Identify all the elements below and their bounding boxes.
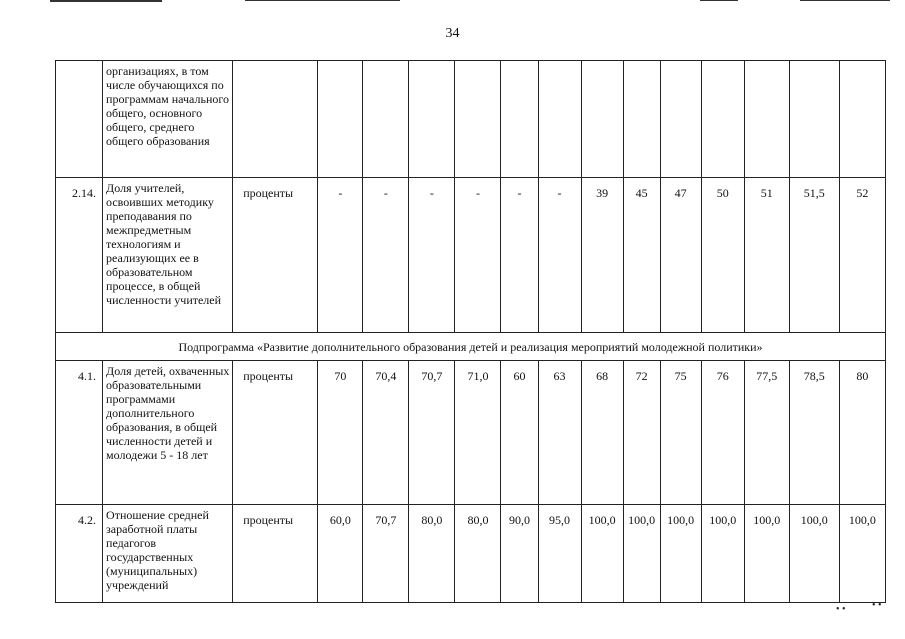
scan-artifact-line	[50, 0, 162, 2]
value-cell	[538, 61, 581, 178]
value-cell: 100,0	[660, 505, 701, 603]
value-cell: 90,0	[501, 505, 538, 603]
section-row	[56, 333, 886, 361]
value-cell	[789, 61, 839, 178]
value-cell: -	[455, 178, 501, 333]
value-cell: -	[501, 178, 538, 333]
scan-artifact-line	[700, 0, 738, 1]
value-cell: 70,4	[363, 361, 409, 505]
value-cell: 100,0	[581, 505, 623, 603]
value-cell	[701, 61, 744, 178]
value-cell	[660, 61, 701, 178]
unit-of-measure: проценты	[233, 505, 318, 603]
indicator-name: Доля учителей, освоивших методику преподавания по межпредметным технологиям и реализующих ее в образовательном процессе, в общей численности учителей	[103, 178, 233, 333]
value-cell: 100,0	[789, 505, 839, 603]
value-cell: 63	[538, 361, 581, 505]
value-cell	[501, 61, 538, 178]
value-cell: 70,7	[409, 361, 455, 505]
value-cell: 77,5	[744, 361, 789, 505]
value-cell: -	[363, 178, 409, 333]
value-cell: -	[538, 178, 581, 333]
value-cell: 50	[701, 178, 744, 333]
table-row	[56, 178, 886, 333]
value-cell: 100,0	[839, 505, 885, 603]
page-number: 34	[445, 26, 460, 41]
indicators-table	[55, 60, 886, 603]
value-cell: -	[318, 178, 363, 333]
value-cell	[363, 61, 409, 178]
value-cell: 60	[501, 361, 538, 505]
scan-artifact-line	[245, 0, 400, 1]
value-cell: 75	[660, 361, 701, 505]
value-cell: 100,0	[623, 505, 660, 603]
table-body	[56, 61, 886, 603]
scan-artifact-dots: • •	[836, 604, 846, 615]
value-cell: 71,0	[455, 361, 501, 505]
value-cell: 39	[581, 178, 623, 333]
value-cell	[839, 61, 885, 178]
scan-artifact-line	[800, 0, 890, 1]
value-cell: -	[409, 178, 455, 333]
value-cell: 68	[581, 361, 623, 505]
value-cell: 80,0	[455, 505, 501, 603]
indicator-number: 2.14.	[56, 178, 103, 333]
table-row	[56, 361, 886, 505]
value-cell: 51	[744, 178, 789, 333]
value-cell: 100,0	[744, 505, 789, 603]
value-cell: 95,0	[538, 505, 581, 603]
value-cell	[623, 61, 660, 178]
value-cell: 76	[701, 361, 744, 505]
subprogram-title: Подпрограмма «Развитие дополнительного образования детей и реализация мероприятий молодежной политики»	[56, 333, 886, 361]
value-cell: 47	[660, 178, 701, 333]
table-row	[56, 61, 886, 178]
value-cell: 52	[839, 178, 885, 333]
value-cell: 70,7	[363, 505, 409, 603]
value-cell	[455, 61, 501, 178]
value-cell: 45	[623, 178, 660, 333]
scan-artifact-dots: • •	[872, 600, 882, 611]
indicator-number: 4.2.	[56, 505, 103, 603]
value-cell: 60,0	[318, 505, 363, 603]
indicator-number	[56, 61, 103, 178]
value-cell: 78,5	[789, 361, 839, 505]
value-cell: 51,5	[789, 178, 839, 333]
value-cell	[744, 61, 789, 178]
value-cell: 70	[318, 361, 363, 505]
unit-of-measure: проценты	[233, 178, 318, 333]
indicator-name: Доля детей, охваченных образовательными программами дополнительного образования, в общей численности детей и молодежи 5 - 18 лет	[103, 361, 233, 505]
unit-of-measure	[233, 61, 318, 178]
indicator-name: Отношение средней заработной платы педагогов государственных (муниципальных) учреждений	[103, 505, 233, 603]
value-cell: 72	[623, 361, 660, 505]
table-row	[56, 505, 886, 603]
value-cell: 80,0	[409, 505, 455, 603]
unit-of-measure: проценты	[233, 361, 318, 505]
value-cell	[581, 61, 623, 178]
value-cell	[409, 61, 455, 178]
indicator-number: 4.1.	[56, 361, 103, 505]
value-cell	[318, 61, 363, 178]
indicator-name: организациях, в том числе обучающихся по программам начального общего, основного общего, среднего общего образования	[103, 61, 233, 178]
value-cell: 80	[839, 361, 885, 505]
value-cell: 100,0	[701, 505, 744, 603]
